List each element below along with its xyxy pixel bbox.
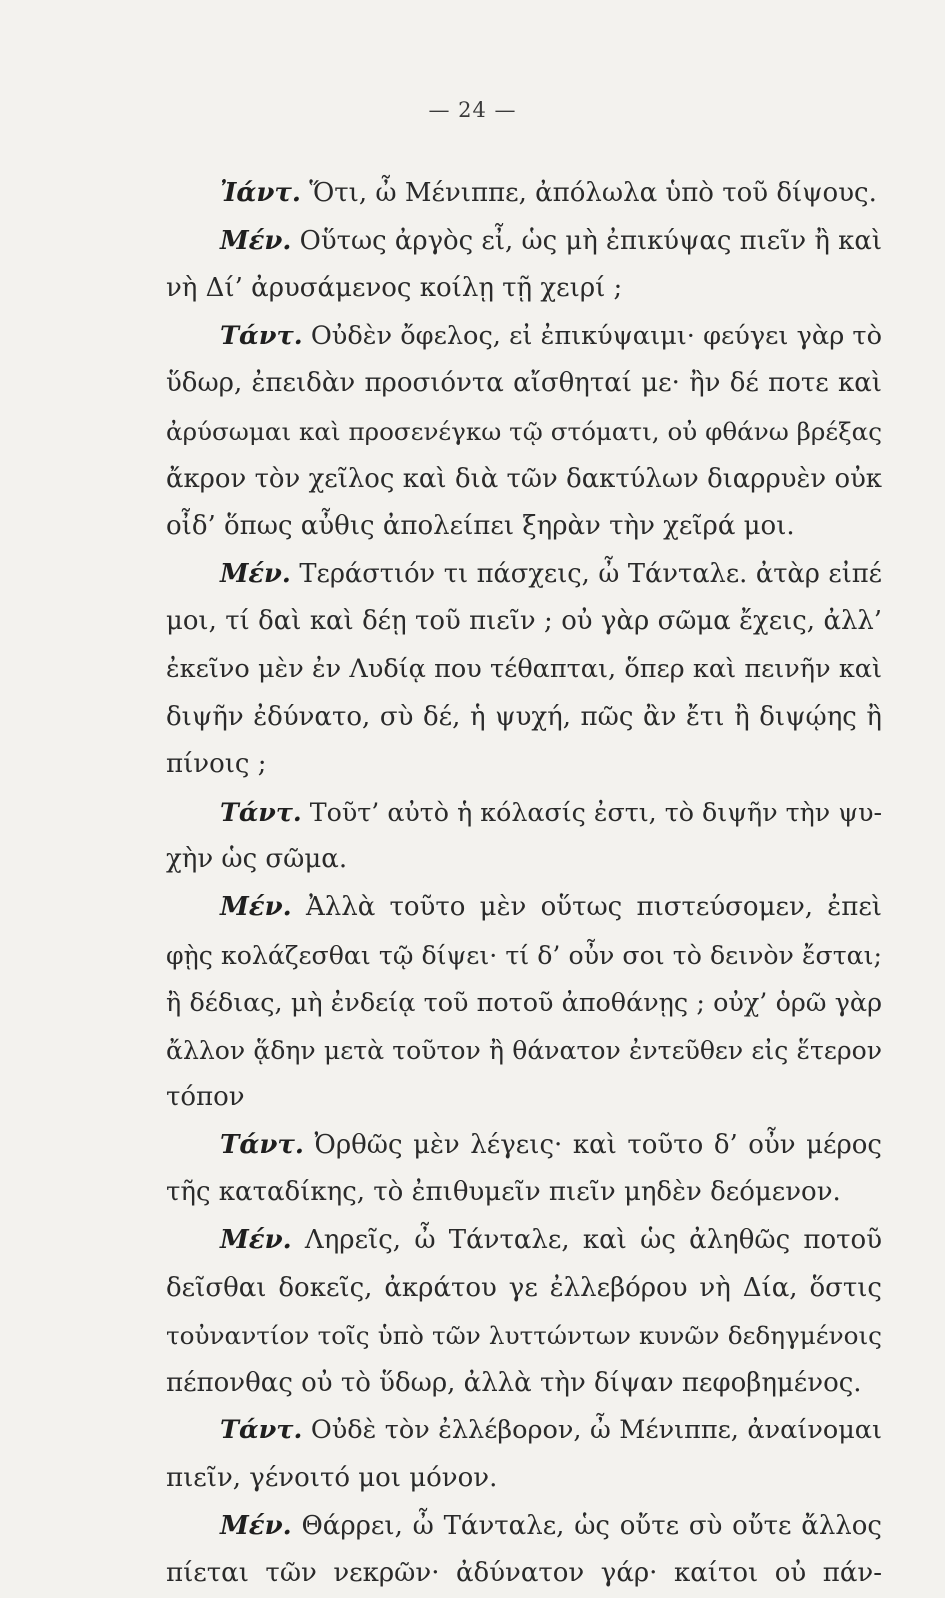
line-text: Ὅτι, ὦ Μένιππε, ἀπόλωλα ὑπὸ τοῦ δίψους.	[300, 178, 877, 208]
line-text: τῆς καταδίκης, τὸ ἐπιθυμεῖν πιεῖν μηδὲν δεόμενον.	[166, 1177, 841, 1208]
text-line	[166, 1217, 882, 1265]
text-line	[166, 646, 882, 694]
line-text: ἐκεῖνο μὲν ἐν Λυδίᾳ που τέθαπται, ὅπερ καὶ πεινῆν καὶ	[166, 653, 882, 684]
text-line	[166, 1027, 882, 1075]
text-line	[166, 598, 882, 646]
text-line	[166, 1122, 882, 1170]
text-line	[166, 884, 882, 932]
line-text: Ὀρθῶς μὲν λέγεις· καὶ τοῦτο δ’ οὖν μέρος	[303, 1129, 882, 1160]
line-text: πιεῖν, γένοιτό μοι μόνον.	[166, 1463, 498, 1494]
text-line	[166, 265, 882, 313]
text-line	[166, 694, 882, 742]
text-line	[166, 1074, 882, 1122]
line-text: ἀρύσωμαι καὶ προσενέγκω τῷ στόματι, οὐ φθάνω βρέξας	[166, 416, 882, 446]
speaker-label: Μέν.	[220, 891, 292, 922]
speaker-label: Τάντ.	[220, 320, 303, 351]
text-line	[166, 313, 882, 361]
text-line	[166, 170, 882, 218]
speaker-label: Τάντ.	[220, 1129, 304, 1160]
text-line	[166, 218, 882, 266]
text-line	[166, 503, 882, 551]
text-line	[166, 1407, 882, 1455]
text-line	[166, 551, 882, 599]
line-text: ὕδωρ, ἐπειδὰν προσιόντα αἴσθηταί με· ἢν δέ ποτε καὶ	[166, 368, 882, 399]
speaker-label: Τάντ.	[220, 796, 302, 827]
text-line	[166, 1265, 882, 1313]
text-line	[166, 360, 882, 408]
text-line	[166, 1455, 882, 1503]
line-text: ἄλλον ᾅδην μετὰ τοῦτον ἢ θάνατον ἐντεῦθεν εἰς ἕτερον	[166, 1035, 882, 1065]
text-line	[166, 1169, 882, 1217]
line-text: δεῖσθαι δοκεῖς, ἀκράτου γε ἐλλεβόρου νὴ Δία, ὅστις	[166, 1272, 882, 1303]
line-text: νὴ Δί’ ἀρυσάμενος κοίλῃ τῇ χειρί ;	[166, 273, 623, 304]
line-text: πέπονθας οὐ τὸ ὕδωρ, ἀλλὰ τὴν δίψαν πεφοβημένος.	[166, 1367, 862, 1398]
text-line	[166, 741, 882, 789]
speaker-label: Μέν.	[220, 558, 291, 589]
dialogue-text	[166, 170, 882, 1598]
speaker-label: Μέν.	[220, 225, 292, 256]
text-line	[166, 1550, 882, 1598]
line-text: Ληρεῖς, ὦ Τάνταλε, καὶ ὡς ἀληθῶς ποτοῦ	[291, 1225, 882, 1256]
speaker-label: Μέν.	[220, 1225, 292, 1256]
text-line	[166, 408, 882, 456]
text-line	[166, 1360, 882, 1408]
text-line	[166, 979, 882, 1027]
line-text: τόπον	[166, 1082, 245, 1113]
line-text: πίνοις ;	[166, 749, 267, 780]
line-text: Τοῦτ’ αὐτὸ ἡ κόλασίς ἐστι, τὸ διψῆν τὴν ψυ-	[301, 797, 882, 827]
line-text: Θάρρει, ὦ Τάνταλε, ὡς οὔτε σὺ οὔτε ἄλλος	[291, 1510, 882, 1541]
line-text: Τεράστιόν τι πάσχεις, ὦ Τάνταλε. ἀτὰρ εἰπέ	[290, 558, 882, 589]
line-text: πίεται τῶν νεκρῶν· ἀδύνατον γάρ· καίτοι οὐ πάν-	[166, 1558, 882, 1589]
speaker-label: Μέν.	[220, 1510, 292, 1541]
page-number: — 24 —	[428, 98, 517, 122]
line-text: ἢ δέδιας, μὴ ἐνδείᾳ τοῦ ποτοῦ ἀποθάνῃς ; οὐχ’ ὁρῶ γὰρ	[166, 987, 882, 1018]
text-line	[166, 1503, 882, 1551]
speaker-label: Τάντ.	[220, 1415, 303, 1446]
line-text: ἄκρον τὸν χεῖλος καὶ διὰ τῶν δακτύλων διαρρυὲν οὐκ	[166, 463, 882, 494]
line-text: Οὕτως ἀργὸς εἶ, ὡς μὴ ἐπικύψας πιεῖν ἢ καὶ	[291, 225, 882, 256]
line-text: μοι, τί δαὶ καὶ δέῃ τοῦ πιεῖν ; οὐ γὰρ σῶμα ἔχεις, ἀλλ’	[166, 606, 882, 637]
text-line	[166, 1312, 882, 1360]
text-line	[166, 456, 882, 504]
line-text: φῂς κολάζεσθαι τῷ δίψει· τί δ’ οὖν σοι τὸ δεινὸν ἔσται;	[166, 940, 882, 970]
line-text: Ἀλλὰ τοῦτο μὲν οὕτως πιστεύσομεν, ἐπεὶ	[291, 891, 882, 922]
speaker-label: Ἰάντ.	[220, 178, 301, 208]
line-text: τοὐναντίον τοῖς ὑπὸ τῶν λυττώντων κυνῶν δεδηγμένοις	[166, 1321, 882, 1351]
line-text: Οὐδὲ τὸν ἐλλέβορον, ὦ Μένιππε, ἀναίνομαι	[302, 1415, 882, 1446]
line-text: οἶδ’ ὅπως αὖθις ἀπολείπει ξηρὰν τὴν χεῖρά μοι.	[166, 511, 795, 542]
text-line	[166, 836, 882, 884]
text-line	[166, 932, 882, 980]
line-text: διψῆν ἐδύνατο, σὺ δέ, ἡ ψυχή, πῶς ἂν ἔτι ἢ διψῴης ἢ	[166, 701, 882, 732]
text-line	[166, 789, 882, 837]
line-text: χὴν ὡς σῶμα.	[166, 844, 348, 875]
line-text: Οὐδὲν ὄφελος, εἰ ἐπικύψαιμι· φεύγει γὰρ τὸ	[302, 320, 882, 351]
